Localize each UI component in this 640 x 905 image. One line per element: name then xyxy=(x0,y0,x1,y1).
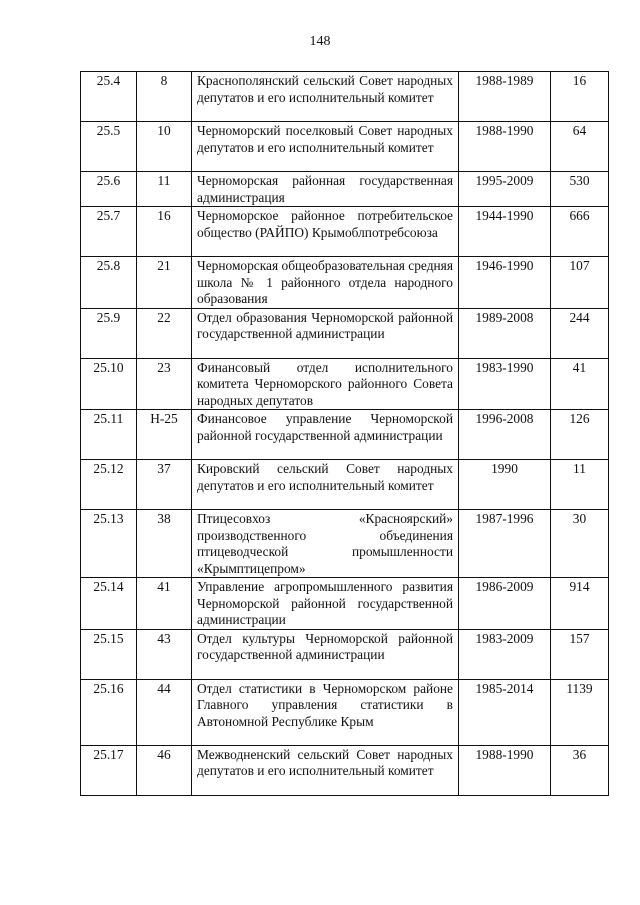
fund-name: Отдел статистики в Черноморском районе Главного управления статистики в Автономной Республике Крым xyxy=(192,679,459,745)
table-row xyxy=(81,510,609,578)
file-count: 244 xyxy=(551,308,609,358)
date-range: 1988-1990 xyxy=(459,122,551,172)
date-range: 1988-1989 xyxy=(459,72,551,122)
table-row xyxy=(81,410,609,460)
fund-number: 44 xyxy=(137,679,192,745)
file-count: 126 xyxy=(551,410,609,460)
file-count: 16 xyxy=(551,72,609,122)
table-row xyxy=(81,460,609,510)
fund-name: Птицесовхоз «Красноярский» производственного объединения птицеводческой промышленности «Крымптицепром» xyxy=(192,510,459,578)
date-range: 1983-1990 xyxy=(459,358,551,410)
row-number: 25.12 xyxy=(81,460,137,510)
row-number: 25.11 xyxy=(81,410,137,460)
fund-number: 41 xyxy=(137,578,192,630)
row-number: 25.8 xyxy=(81,257,137,309)
date-range: 1944-1990 xyxy=(459,207,551,257)
fund-name: Черноморская общеобразовательная средняя школа № 1 районного отдела народного образования xyxy=(192,257,459,309)
fund-number: 43 xyxy=(137,629,192,679)
table-row xyxy=(81,257,609,309)
row-number: 25.4 xyxy=(81,72,137,122)
file-count: 107 xyxy=(551,257,609,309)
fund-number: 22 xyxy=(137,308,192,358)
date-range: 1996-2008 xyxy=(459,410,551,460)
fund-number: 37 xyxy=(137,460,192,510)
date-range: 1946-1990 xyxy=(459,257,551,309)
row-number: 25.10 xyxy=(81,358,137,410)
row-number: 25.7 xyxy=(81,207,137,257)
row-number: 25.16 xyxy=(81,679,137,745)
row-number: 25.17 xyxy=(81,745,137,795)
file-count: 11 xyxy=(551,460,609,510)
file-count: 666 xyxy=(551,207,609,257)
row-number: 25.14 xyxy=(81,578,137,630)
fund-name: Черноморское районное потребительское общество (РАЙПО) Крымоблпотребсоюза xyxy=(192,207,459,257)
archive-table xyxy=(80,71,609,796)
fund-name: Отдел культуры Черноморской районной государственной администрации xyxy=(192,629,459,679)
fund-name: Кировский сельский Совет народных депутатов и его исполнительный комитет xyxy=(192,460,459,510)
file-count: 64 xyxy=(551,122,609,172)
fund-name: Краснополянский сельский Совет народных депутатов и его исполнительный комитет xyxy=(192,72,459,122)
file-count: 157 xyxy=(551,629,609,679)
fund-name: Отдел образования Черноморской районной государственной администрации xyxy=(192,308,459,358)
row-number: 25.13 xyxy=(81,510,137,578)
fund-name: Черноморский поселковый Совет народных депутатов и его исполнительный комитет xyxy=(192,122,459,172)
file-count: 530 xyxy=(551,172,609,207)
date-range: 1987-1996 xyxy=(459,510,551,578)
file-count: 36 xyxy=(551,745,609,795)
fund-number: 10 xyxy=(137,122,192,172)
row-number: 25.5 xyxy=(81,122,137,172)
date-range: 1986-2009 xyxy=(459,578,551,630)
fund-name: Межводненский сельский Совет народных депутатов и его исполнительный комитет xyxy=(192,745,459,795)
date-range: 1989-2008 xyxy=(459,308,551,358)
table-row xyxy=(81,745,609,795)
table-row xyxy=(81,172,609,207)
table-row xyxy=(81,308,609,358)
fund-number: 21 xyxy=(137,257,192,309)
fund-number: 38 xyxy=(137,510,192,578)
date-range: 1995-2009 xyxy=(459,172,551,207)
fund-name: Финансовый отдел исполнительного комитета Черноморского районного Совета народных депутатов xyxy=(192,358,459,410)
fund-number: 23 xyxy=(137,358,192,410)
table-row xyxy=(81,72,609,122)
date-range: 1990 xyxy=(459,460,551,510)
row-number: 25.15 xyxy=(81,629,137,679)
date-range: 1983-2009 xyxy=(459,629,551,679)
file-count: 914 xyxy=(551,578,609,630)
fund-number: Н-25 xyxy=(137,410,192,460)
date-range: 1988-1990 xyxy=(459,745,551,795)
fund-name: Черноморская районная государственная администрация xyxy=(192,172,459,207)
table-row xyxy=(81,629,609,679)
fund-number: 8 xyxy=(137,72,192,122)
table-row xyxy=(81,207,609,257)
fund-number: 46 xyxy=(137,745,192,795)
file-count: 30 xyxy=(551,510,609,578)
row-number: 25.6 xyxy=(81,172,137,207)
date-range: 1985-2014 xyxy=(459,679,551,745)
fund-number: 11 xyxy=(137,172,192,207)
table-row xyxy=(81,578,609,630)
table-row xyxy=(81,679,609,745)
file-count: 1139 xyxy=(551,679,609,745)
fund-name: Финансовое управление Черноморской районной государственной администрации xyxy=(192,410,459,460)
fund-number: 16 xyxy=(137,207,192,257)
row-number: 25.9 xyxy=(81,308,137,358)
table-row xyxy=(81,122,609,172)
page-number: 148 xyxy=(309,34,331,49)
file-count: 41 xyxy=(551,358,609,410)
fund-name: Управление агропромышленного развития Черноморской районной государственной администрации xyxy=(192,578,459,630)
table-row xyxy=(81,358,609,410)
